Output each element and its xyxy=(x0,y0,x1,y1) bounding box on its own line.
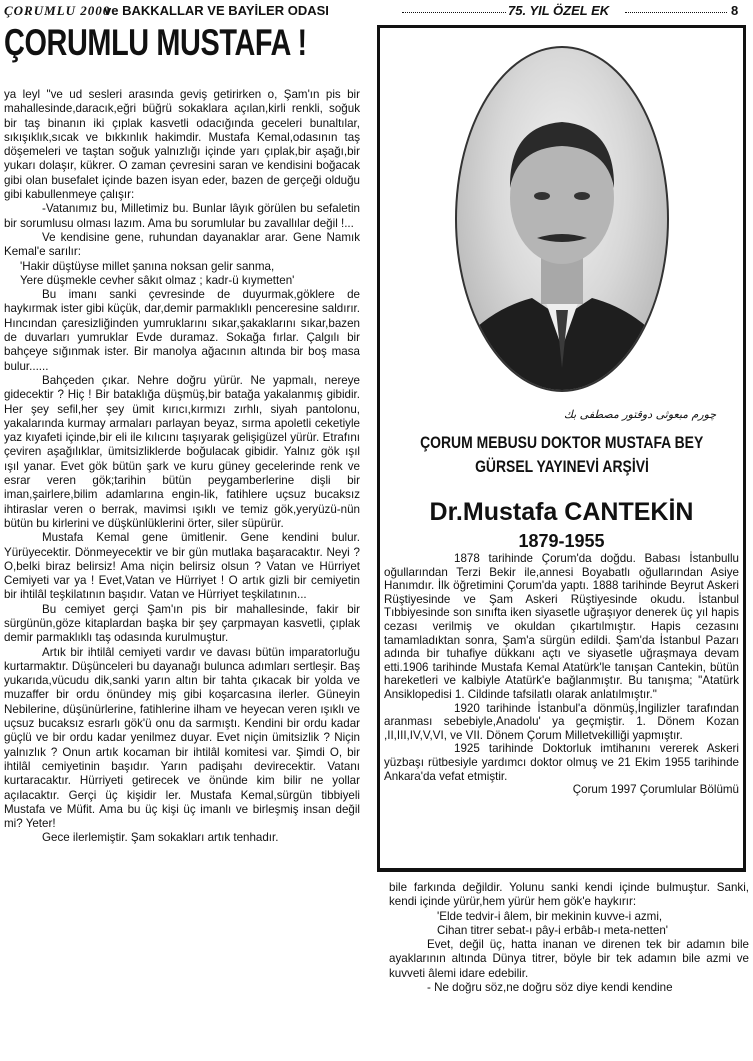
page-header xyxy=(4,3,749,21)
paragraph: Bu imanı sanki çevresinde de duyurmak,göklere de haykırmak ister gibi küçük, dar,demir parmaklıklı penceresine saldırır. Hıncından çaresizliğinden yumruklarını sıkar,şakaklarını sıkar,bazen de duvarları yumruklar Evde duramaz. Sokağa fırlar. Çalgılı bir bahçeye sığınmak ister. Bir manolya ağacının altında bir boş masa bulur...... xyxy=(4,288,360,373)
header-special-edition: 75. YIL ÖZEL EK xyxy=(508,3,610,18)
paragraph: 1920 tarihinde İstanbul'a dönmüş,İngilizler tarafından aranması sebebiyle,Anadolu' ya geçmiştir. 1. Dönem Kozan ,II,III,IV,V,VI, ve VII. Dönem Çorum Milletvekilliği yapmıştır. xyxy=(384,701,739,742)
paragraph: -Vatanımız bu, Milletimiz bu. Bunlar lâyık görülen bu sefaletin bir sorumlusu olması lazım. Ama bu sorumlular bu zavallılar değil !... xyxy=(4,202,360,230)
biography-text xyxy=(384,552,739,797)
header-dotted-rule xyxy=(625,12,727,13)
paragraph: 'Elde tedvir-i âlem, bir mekinin kuvve-i azmi, xyxy=(437,909,663,923)
signature-text: چورم مبعوثی دوقتور مصطفی بك xyxy=(563,408,717,421)
arabic-signature xyxy=(555,408,725,424)
photo-caption xyxy=(380,431,743,479)
page-number: 8 xyxy=(731,3,739,18)
portrait-figure xyxy=(457,48,667,390)
article-title: ÇORUMLU MUSTAFA ! xyxy=(4,22,307,63)
caption-line-1: ÇORUM MEBUSU DOKTOR MUSTAFA BEY xyxy=(419,433,704,452)
paragraph: bile farkında değildir. Yolunu sanki kendi içinde bulmuştur. Sanki, kendi içinde yürür,hem yürür hem gök'e haykırır: xyxy=(389,881,749,909)
biography-box xyxy=(377,25,746,872)
paragraph: Bu cemiyet gerçi Şam'ın pis bir mahallesinde, fakir bir sürgünün,göze kitaplardan başka bir şey çarpmayan kasvetli, çıplak demir parmaklıklı taş odasında kurulmuştur. xyxy=(4,602,360,645)
paragraph: Ve kendisine gene, ruhundan dayanaklar arar. Gene Namık Kemal'e sarılır: xyxy=(4,230,360,259)
paragraph: ya leyl "ve ud sesleri arasında geviş getirirken o, Şam'ın pis bir mahallesinde,daracık,eğri büğrü sokaklara açılan,kirli renkli, soğuk bir taş binanın iki çıplak kasvetli odacığında geceleri bunaltılar, sıkışıklık,sıcak ve bıkkınlık hakimdir. Mustafa Kemal,odasının taş döşemeleri ve taştan soğuk yalnızlığı içinde yarı çıplak,bir aşağı,bir yukarı dolaşır, kükrer. O zaman çevresini saran ve kendisini boğacak gibi olan busefalet içinde bazen isyan eder, bazen de gerçeği olduğu gibi kabullenmeye çalışır: xyxy=(4,88,360,202)
paragraph: Çorum 1997 Çorumlular Bölümü xyxy=(572,783,739,797)
newspaper-brand: ÇORUMLU 2000 xyxy=(4,3,111,18)
paragraph: Yere düşmekle cevher sâkıt olmaz ; kadr-ü kıymetten' xyxy=(20,273,295,287)
paragraph: Artık bir ihtilâl cemiyeti vardır ve davası bütün imparatorluğu kurtarmaktır. Düşünceleri bu dayanağı bulunca adımları sertleşir. Baş yukarıda,vücudu dik,sanki yarın altın bir tahta çıkacak bir yolda ve muzaffer bir ordu önündey miş gibi koşarcasına ilerler. Güneyin Nebilerine, düşünürlerine, fatihlerine ilham ve heyecan veren ışıklı ve uçsuz bucaksız esrarlı gök'ü onu da sarmıştı. Kendini bir ordu kadar güçlü ve bir ordu kadar yenilmez duyar. Evet niçin ümitsizlik ? Niçin yalnızlık ? Onun artık kocaman bir ihtilâl komitesi var. Şimdi O, bir ihtilâl cemiyetinin başıdır. Yarın padişahı devirecektir. Vatanı kurtaracaktır. Hürriyeti getirecek ve önünde kim bilir ne yollar açılacaktır. Gerçi üç kişidir ler. Mustafa Kemal,sürgün tibbiyeli Mustafa ve Müfit. Ama bu üç kişi üç imanlı ve birleşmiş insan değil mi? Yeter! xyxy=(4,645,360,831)
biography-name: Dr.Mustafa CANTEKİN xyxy=(429,498,694,526)
paragraph: Gece ilerlemiştir. Şam sokakları artık tenhadır. xyxy=(42,831,279,845)
portrait-photo xyxy=(455,46,669,392)
header-title: ve BAKKALLAR VE BAYİLER ODASI xyxy=(104,3,329,18)
header-dotted-rule xyxy=(402,12,506,13)
left-text-column xyxy=(4,88,360,846)
right-text-column xyxy=(389,881,749,995)
caption-line-2: GÜRSEL YAYINEVİ ARŞİVİ xyxy=(474,457,649,476)
biography-years: 1879-1955 xyxy=(518,531,605,551)
paragraph: Mustafa Kemal gene ümitlenir. Gene kendini bulur. Yürüyecektir. Dönmeyecektir ve bir gün mutlaka başaracaktır. Neyi ? O,belki biraz belirsiz! Ama niçin belirsiz olsun ? Vatan ve Hürriyet Cemiyeti var ya ! Evet,Vatan ve Hürriyet ! O artık gizli bir cemiyetin bir ihtilâl teşkilatının başıdır. Vatan ve Hürriyet teşkilatının... xyxy=(4,531,360,602)
paragraph: Cihan titrer sebat-ı pây-i erbâb-ı meta-netten' xyxy=(437,923,668,937)
paragraph: 'Hakir düştüyse millet şanına noksan gelir sanma, xyxy=(20,259,275,273)
paragraph: 1878 tarihinde Çorum'da doğdu. Babası İstanbullu oğullarından Terzi Bekir ile,annesi Boyabatlı oğullarından Asiye Hanımdır. İlk öğretimini Çorum'da yaptı. 1888 tarihinde Beyrut Askeri Rüştiyesinde ve Şam Askeri Rüştiyesinde okudu. İstanbul Tıbbiyesinde son sınıfta iken siyasetle uğraşıyor denerek üç yıl hapis cezası verilmiş ve okuldan çıkartılmıştır. Hapis cezasını tamamladıktan sonra, Şam'a sürgün edildi. Şam'da İstanbul Pazarı adında bir tuhafiye dükkanı açtı ve siyasetle uğraşmaya devam etti.1906 tarihinde Mustafa Kemal Atatürk'le tanışan Cantekin, bütün hareketleri ve kalbiyle Atatürk'e bağlanmıştır. Bu tanışma; "Atatürk Ansiklopedisi 1. Cildinde tafsilatlı olarak anlatılmıştır." xyxy=(384,552,739,701)
paragraph: Bahçeden çıkar. Nehre doğru yürür. Ne yapmalı, nereye gidecektir ? Hiç ! Bir bataklığa düşmüş,bir batağa yakalanmış gibidir. Her şey sefil,her şey ümit kırıcı,kırmızı zırhlı, siyah pantolonu, yakalarında kurmay armaları parlayan beyaz, sırma apoletli ceketiyle yaz kıyafeti içinde,bir eli ile kılıcını taşıyarak gelişigüzel yürür. Etrafını çeviren aşağılıklar, ümitsizliklerde boğulacak gibidir. Yalnız gök ışıl ışıl yanar. Evet gök bütün şark ve kuru güney gecelerinde renk ve esrar veren gök;tarihin bütün peygamberlerine dişli bir iman,şairlere,bilim adamlarına engin-lik, fatihlere uçsuz bucaksız ihtiraslar veren o berrak, mavimsi ışıklı ve temiz gök,yeryüzü-nün bütün bu kirlerini ve düşkünlüklerini örter, siler süpürür. xyxy=(4,373,360,530)
paragraph: 1925 tarihinde Doktorluk imtihanını vererek Askeri yüzbaşı rütbesiyle yardımcı doktor olmuş ve 21 Ekim 1955 tarihinde Ankara'da vefat etmiştir. xyxy=(384,742,739,783)
paragraph: - Ne doğru söz,ne doğru söz diye kendi kendine xyxy=(427,981,673,995)
paragraph: Evet, değil üç, hatta inanan ve direnen tek bir adamın bile ayaklarının altında Dünya titrer, böyle bir tek adamın bile azmi ve kuvveti âlemi idare edebilir. xyxy=(389,938,749,980)
